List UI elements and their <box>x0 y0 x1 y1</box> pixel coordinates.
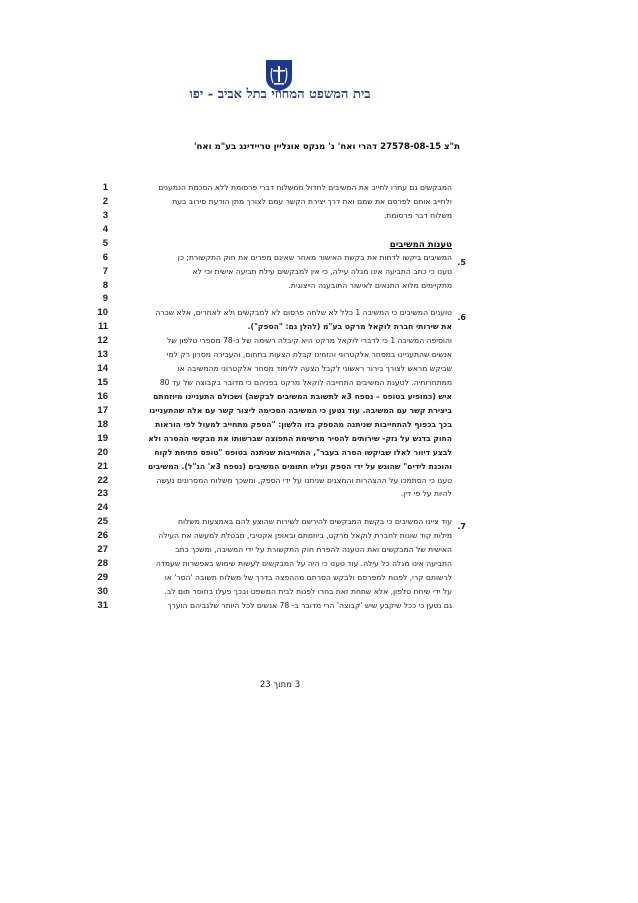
line-text: ממתחרותיה. לטענת המשיבים התחייבה לוקאל מרקט בפניהם כי מדובר בקבוצה של עד 80 <box>159 378 452 387</box>
line-number: 13 <box>97 349 108 360</box>
line-number: 7 <box>102 266 108 277</box>
line-number: 28 <box>97 558 108 569</box>
line-number: 12 <box>97 335 108 346</box>
line-text: איש (כמופיע בטופס – נספח 3א לתשובת המשיבים לבקשה) ושכולם התעניינו מיוזמתם <box>153 392 452 401</box>
line-number: 16 <box>97 391 108 402</box>
line-number: 5 <box>102 238 108 249</box>
line-text: טוענים המשיבים כי המשיבה 1 כלל לא שלחה פרסום לא למבקשים ולא לאחרים, אלא שכרה <box>155 308 452 317</box>
paragraph-number: 6. <box>457 313 466 322</box>
paragraph-number: 7. <box>457 522 466 531</box>
line-text: בכך בכפוף להתחייבות שניתנה מהספק בזו הלשון: "הספק מתחייב למעול לפי הוראות <box>155 420 452 429</box>
line-number: 3 <box>102 210 108 221</box>
line-text: טענו כי כתב התביעה אינו מגלה עילה, כי אין למבקשים עילת תביעה אישית וכי לא <box>192 267 452 276</box>
line-number: 15 <box>97 377 108 388</box>
line-text: גם נטען כי ככל שיקבע שיש 'קבוצה' הרי מדובר ב- 78 אנשים לכל היותר שלגביהם הוערך <box>167 601 452 610</box>
line-number: 14 <box>97 363 108 374</box>
line-text: לרשותם קרי, לפנות למפרסם ולבקש הסרתם מההפצה בדרך של משלוח תשובה 'הסר' או <box>164 573 452 582</box>
line-number: 23 <box>97 488 108 499</box>
line-number: 30 <box>97 586 108 597</box>
line-text: ולחייב אותם לפרסם את שמם ואת דרך יצירת הקשר עמם לצורך מתן הודעת סירוב בעת <box>172 197 452 206</box>
line-number: 27 <box>97 544 108 555</box>
line-text: על ידי שיחת טלפון, אלא שתחת זאת בחרו לפנות לבית המשפט ובכך פעלו בחוסר תום לב. <box>164 587 452 596</box>
line-text: לבצע דיוור לאלו שביקשו הסרה בעבר", התחייבות שניתנה בטופס "טופס פתיחת לקוח <box>154 448 452 457</box>
line-number: 8 <box>102 280 108 291</box>
line-text: מילות קוד שונות לחברת לוקאל מרקט, ביוזמתם ובאופן אקטיבי, מבטלת למעשה את העילה <box>158 531 452 540</box>
line-text: משלוח דבר פרסומת. <box>383 211 452 220</box>
section-heading: טענות המשיבים <box>389 240 452 250</box>
line-number: 2 <box>102 196 108 207</box>
line-text: להיות על פי דין. <box>400 489 452 498</box>
line-text: אנשים שהתעניינו במסחר אלקטרוני והזמינו קבלת הצעות בתחום, והעבירה מסרון רק למי <box>166 350 452 359</box>
line-number: 31 <box>97 600 108 611</box>
line-number: 9 <box>102 293 108 304</box>
line-text: התביעה אינו מגלה כל עילה. עוד טענו כי היה על המבקשים לעשות שימוש באפשרות שעמדה <box>155 559 452 568</box>
line-number: 1 <box>102 182 108 193</box>
line-number: 22 <box>97 475 108 486</box>
line-text: טענו כי הסתמכו על ההצהרות והמצגים שניתנו על ידי הספק, ומשכך משלוח המסרונים נעשה <box>156 476 452 485</box>
line-number: 29 <box>97 572 108 583</box>
line-text: החוק בדגש על נזק- שירותים להסיר מרשימת התפוצה שברשותו את מבקשי ההסרה ולא <box>148 434 452 443</box>
line-number: 11 <box>97 321 108 332</box>
page-footer: 3 מתוך 23 <box>259 680 301 690</box>
line-text: והוכנת לידים" שהוגש על ידי הספק ועליו חתומים המשיבים (נספח 3א' הנ"ל). המשיבים <box>147 462 452 471</box>
line-text: שביקש מראש לצורך בירור ראשוני לקבל הצעה ללימוד מסחר אלקטרוני מהמשיבה או <box>177 364 452 373</box>
court-name: בית המשפט המחוזי בתל אביב - יפו <box>189 87 371 102</box>
line-number: 6 <box>102 252 108 263</box>
line-text: עוד ציינו המשיבים כי בקשת המבקשים להירשם לשירות שהוצע להם באמצעות משלוח <box>178 517 452 526</box>
line-number: 26 <box>97 530 108 541</box>
line-number: 20 <box>97 447 108 458</box>
line-text: האישית של המבקשים ואת הטענה להפרת חוק התקשורת על ידי המשיבה, ומשכך כתב <box>175 545 452 554</box>
line-number: 21 <box>97 461 108 472</box>
line-text: את שירותי חברת לוקאל מרקט בע"מ (להלן גם: "הספק"). <box>247 322 452 331</box>
line-number: 4 <box>102 224 108 235</box>
line-text: מתקיימים מלוא התנאים לאישור התובענה הייצוגית. <box>288 281 452 290</box>
line-number: 19 <box>97 433 108 444</box>
line-number: 18 <box>97 419 108 430</box>
line-text: ביצירת קשר עם המשיבה. עוד נטען כי המשיבה הסכימה ליצור קשר עם אלה שהתעניינו <box>149 406 452 415</box>
line-text: המבקשים גם עתרו לחייב את המשיבים לחדול ממשלוח דברי פרסומת ללא הסכמת הנמענים <box>158 183 452 192</box>
line-number: 24 <box>97 502 108 513</box>
line-number: 10 <box>97 307 108 318</box>
case-line: ת"צ 27578-08-15 דהרי ואח' נ' מנקס אונליין טריידינג בע"מ ואח' <box>193 142 460 152</box>
line-number: 25 <box>97 516 108 527</box>
paragraph-number: 5. <box>457 258 466 267</box>
line-number: 17 <box>97 405 108 416</box>
line-text: המשיבים ביקשו לדחות את בקשת האישור מאחר שאינם מפרים את חוק התקשורת; כן <box>177 253 452 262</box>
line-text: והוסיפה המשיבה 1 כי לדברי לוקאל מרקט היא קיבלה רשימה של כ-78 מספרי טלפון של <box>167 336 452 345</box>
